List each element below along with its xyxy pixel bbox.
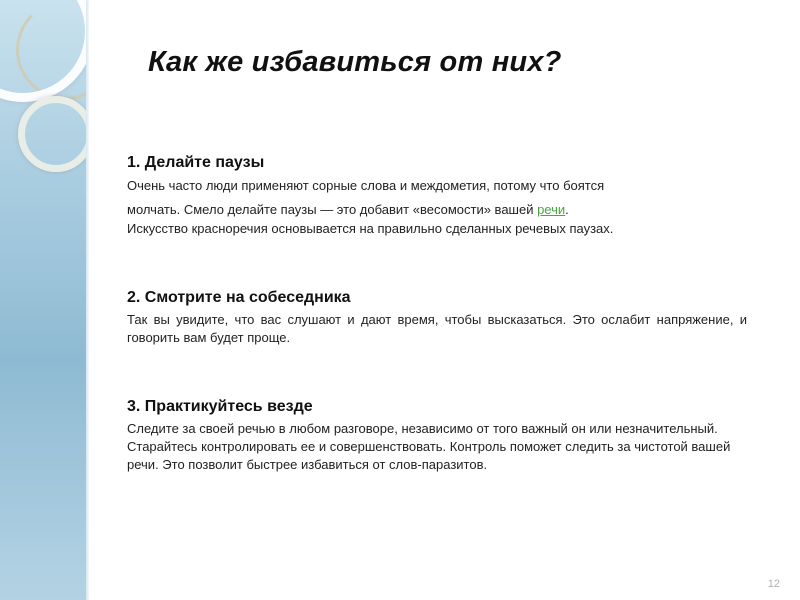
section-text-line [127, 200, 747, 219]
decorative-side-band [0, 0, 88, 600]
section-text-line: Очень часто люди применяют сорные слова и междометия, потому что боятся [127, 178, 605, 193]
section-text: Так вы увидите, что вас слушают и дают время, чтобы высказаться. Это ослабит напряжение, и говорить вам будет проще. [127, 312, 747, 345]
section-pauses [127, 154, 747, 238]
speech-link[interactable]: речи [537, 202, 566, 217]
section-heading: 3. Практикуйтесь везде [127, 398, 313, 415]
text-fragment: молчать. Смело делайте паузы — это добавит «весомости» вашей [127, 202, 538, 217]
page-number: 12 [767, 578, 780, 590]
section-heading: 2. Смотрите на собеседника [127, 289, 351, 306]
side-band-edge [86, 0, 89, 600]
section-text: Следите за своей речью в любом разговоре, независимо от того важный он или незначительный. Старайтесь контролировать ее и совершенствовать. Контроль поможет следить за чистотой вашей речи. Это позволит быстрее избавиться от слов-паразитов. [127, 421, 731, 472]
slide-title: Как же избавиться от них? [148, 46, 562, 78]
section-heading: 1. Делайте паузы [127, 154, 265, 171]
decorative-ring-small [18, 96, 88, 172]
section-text-line: Искусство красноречия основывается на правильно сделанных речевых паузах. [127, 221, 614, 236]
section-look-at-listener [127, 289, 747, 347]
section-practice-everywhere [127, 398, 747, 474]
text-fragment: . [565, 202, 569, 217]
